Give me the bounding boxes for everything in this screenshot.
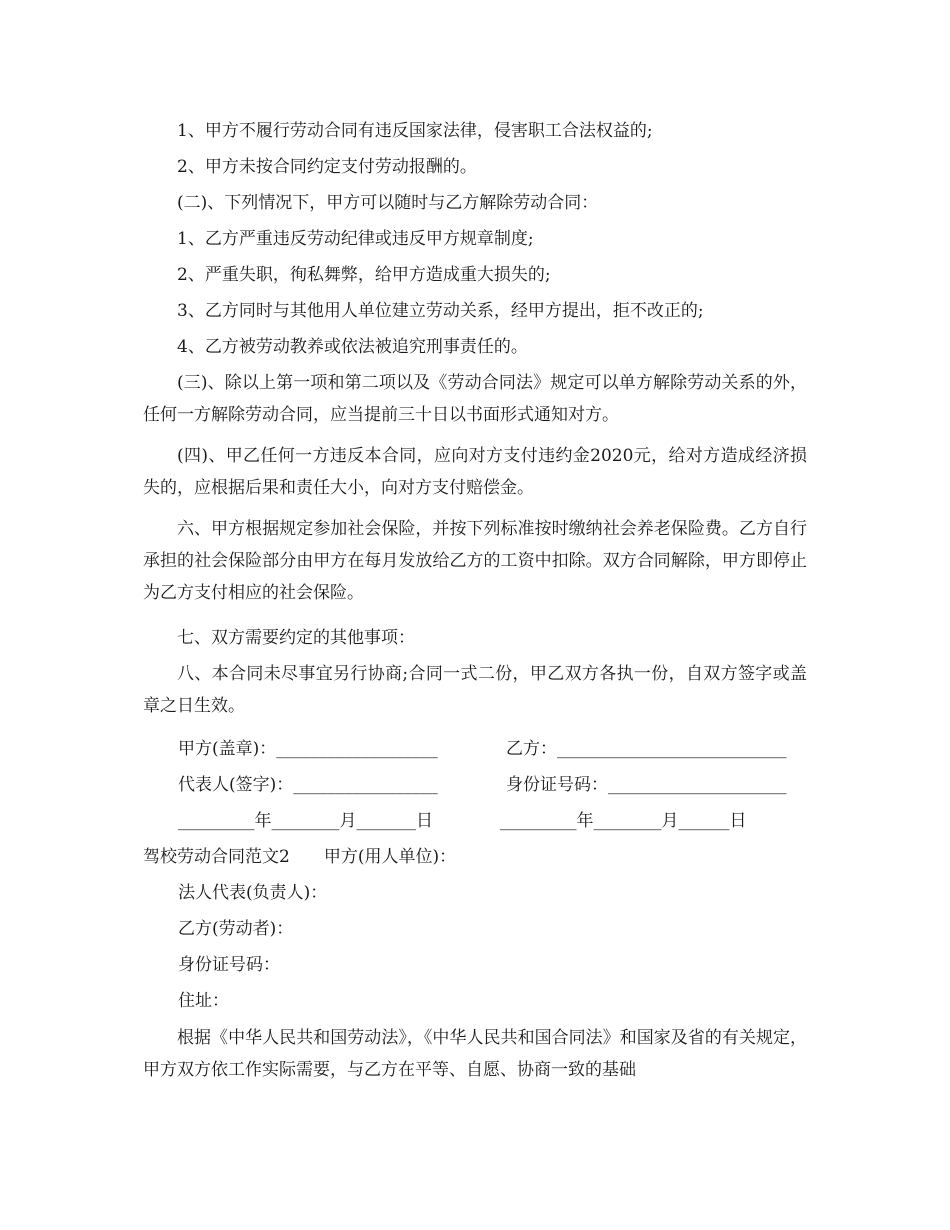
- paragraph-section-7: 七、双方需要约定的其他事项：: [177, 628, 415, 648]
- party-a-seal-line: 甲方(盖章)：___________________: [178, 739, 438, 759]
- employee-id-line: 身份证号码：: [178, 955, 280, 975]
- paragraph-section-4: (四)、甲乙任何一方违反本合同，应向对方支付违约金2020元，给对方造成经济损失的，应根据后果和责任大小，向对方支付赔偿金。: [143, 446, 807, 498]
- paragraph-item-4: 4、乙方被劳动教养或依法被追究刑事责任的。: [177, 337, 528, 357]
- employee-line: 乙方(劳动者)：: [178, 919, 294, 939]
- preamble-paragraph: 根据《中华人民共和国劳动法》，《中华人民共和国合同法》和国家及省的有关规定，甲方双方依工作实际需要，与乙方在平等、自愿、协商一致的基础: [143, 1028, 807, 1080]
- paragraph-section-6: 六、甲方根据规定参加社会保险，并按下列标准按时缴纳社会养老保险费。乙方自行承担的社会保险部分由甲方在每月发放给乙方的工资中扣除。双方合同解除，甲方即停止为乙方支付相应的社会保险。: [143, 519, 807, 603]
- party-b-line: 乙方：___________________________: [506, 739, 787, 759]
- paragraph-item-3: 3、乙方同时与其他用人单位建立劳动关系，经甲方提出，拒不改正的;: [177, 301, 704, 321]
- legal-representative-line: 法人代表(负责人)：: [178, 883, 328, 903]
- date-line-party-a: _________年________月_______日: [178, 811, 433, 831]
- paragraph-section-8: 八、本合同未尽事宜另行协商;合同一式二份，甲乙双方各执一份，自双方签字或盖章之日生效。: [143, 664, 807, 716]
- second-contract-title: 驾校劳动合同范文2 甲方(用人单位)：: [143, 847, 457, 867]
- paragraph-item-2: 2、严重失职，徇私舞弊，给甲方造成重大损失的;: [177, 265, 551, 285]
- representative-signature-line: 代表人(签字)：_________________: [178, 775, 438, 795]
- paragraph-section-3: (三)、除以上第一项和第二项以及《劳动合同法》规定可以单方解除劳动关系的外，任何一方解除劳动合同，应当提前三十日以书面形式通知对方。: [143, 373, 807, 425]
- paragraph-clause-1: 1、甲方不履行劳动合同有违反国家法律，侵害职工合法权益的;: [177, 121, 653, 141]
- date-line-party-b: _________年________月______日: [500, 811, 747, 831]
- id-number-line: 身份证号码：_____________________: [506, 775, 787, 795]
- paragraph-clause-2: 2、甲方未按合同约定支付劳动报酬的。: [177, 157, 477, 177]
- paragraph-item-1: 1、乙方严重违反劳动纪律或违反甲方规章制度;: [177, 229, 534, 249]
- paragraph-section-2: (二)、下列情况下，甲方可以随时与乙方解除劳动合同：: [177, 193, 599, 213]
- address-line: 住址：: [178, 991, 229, 1011]
